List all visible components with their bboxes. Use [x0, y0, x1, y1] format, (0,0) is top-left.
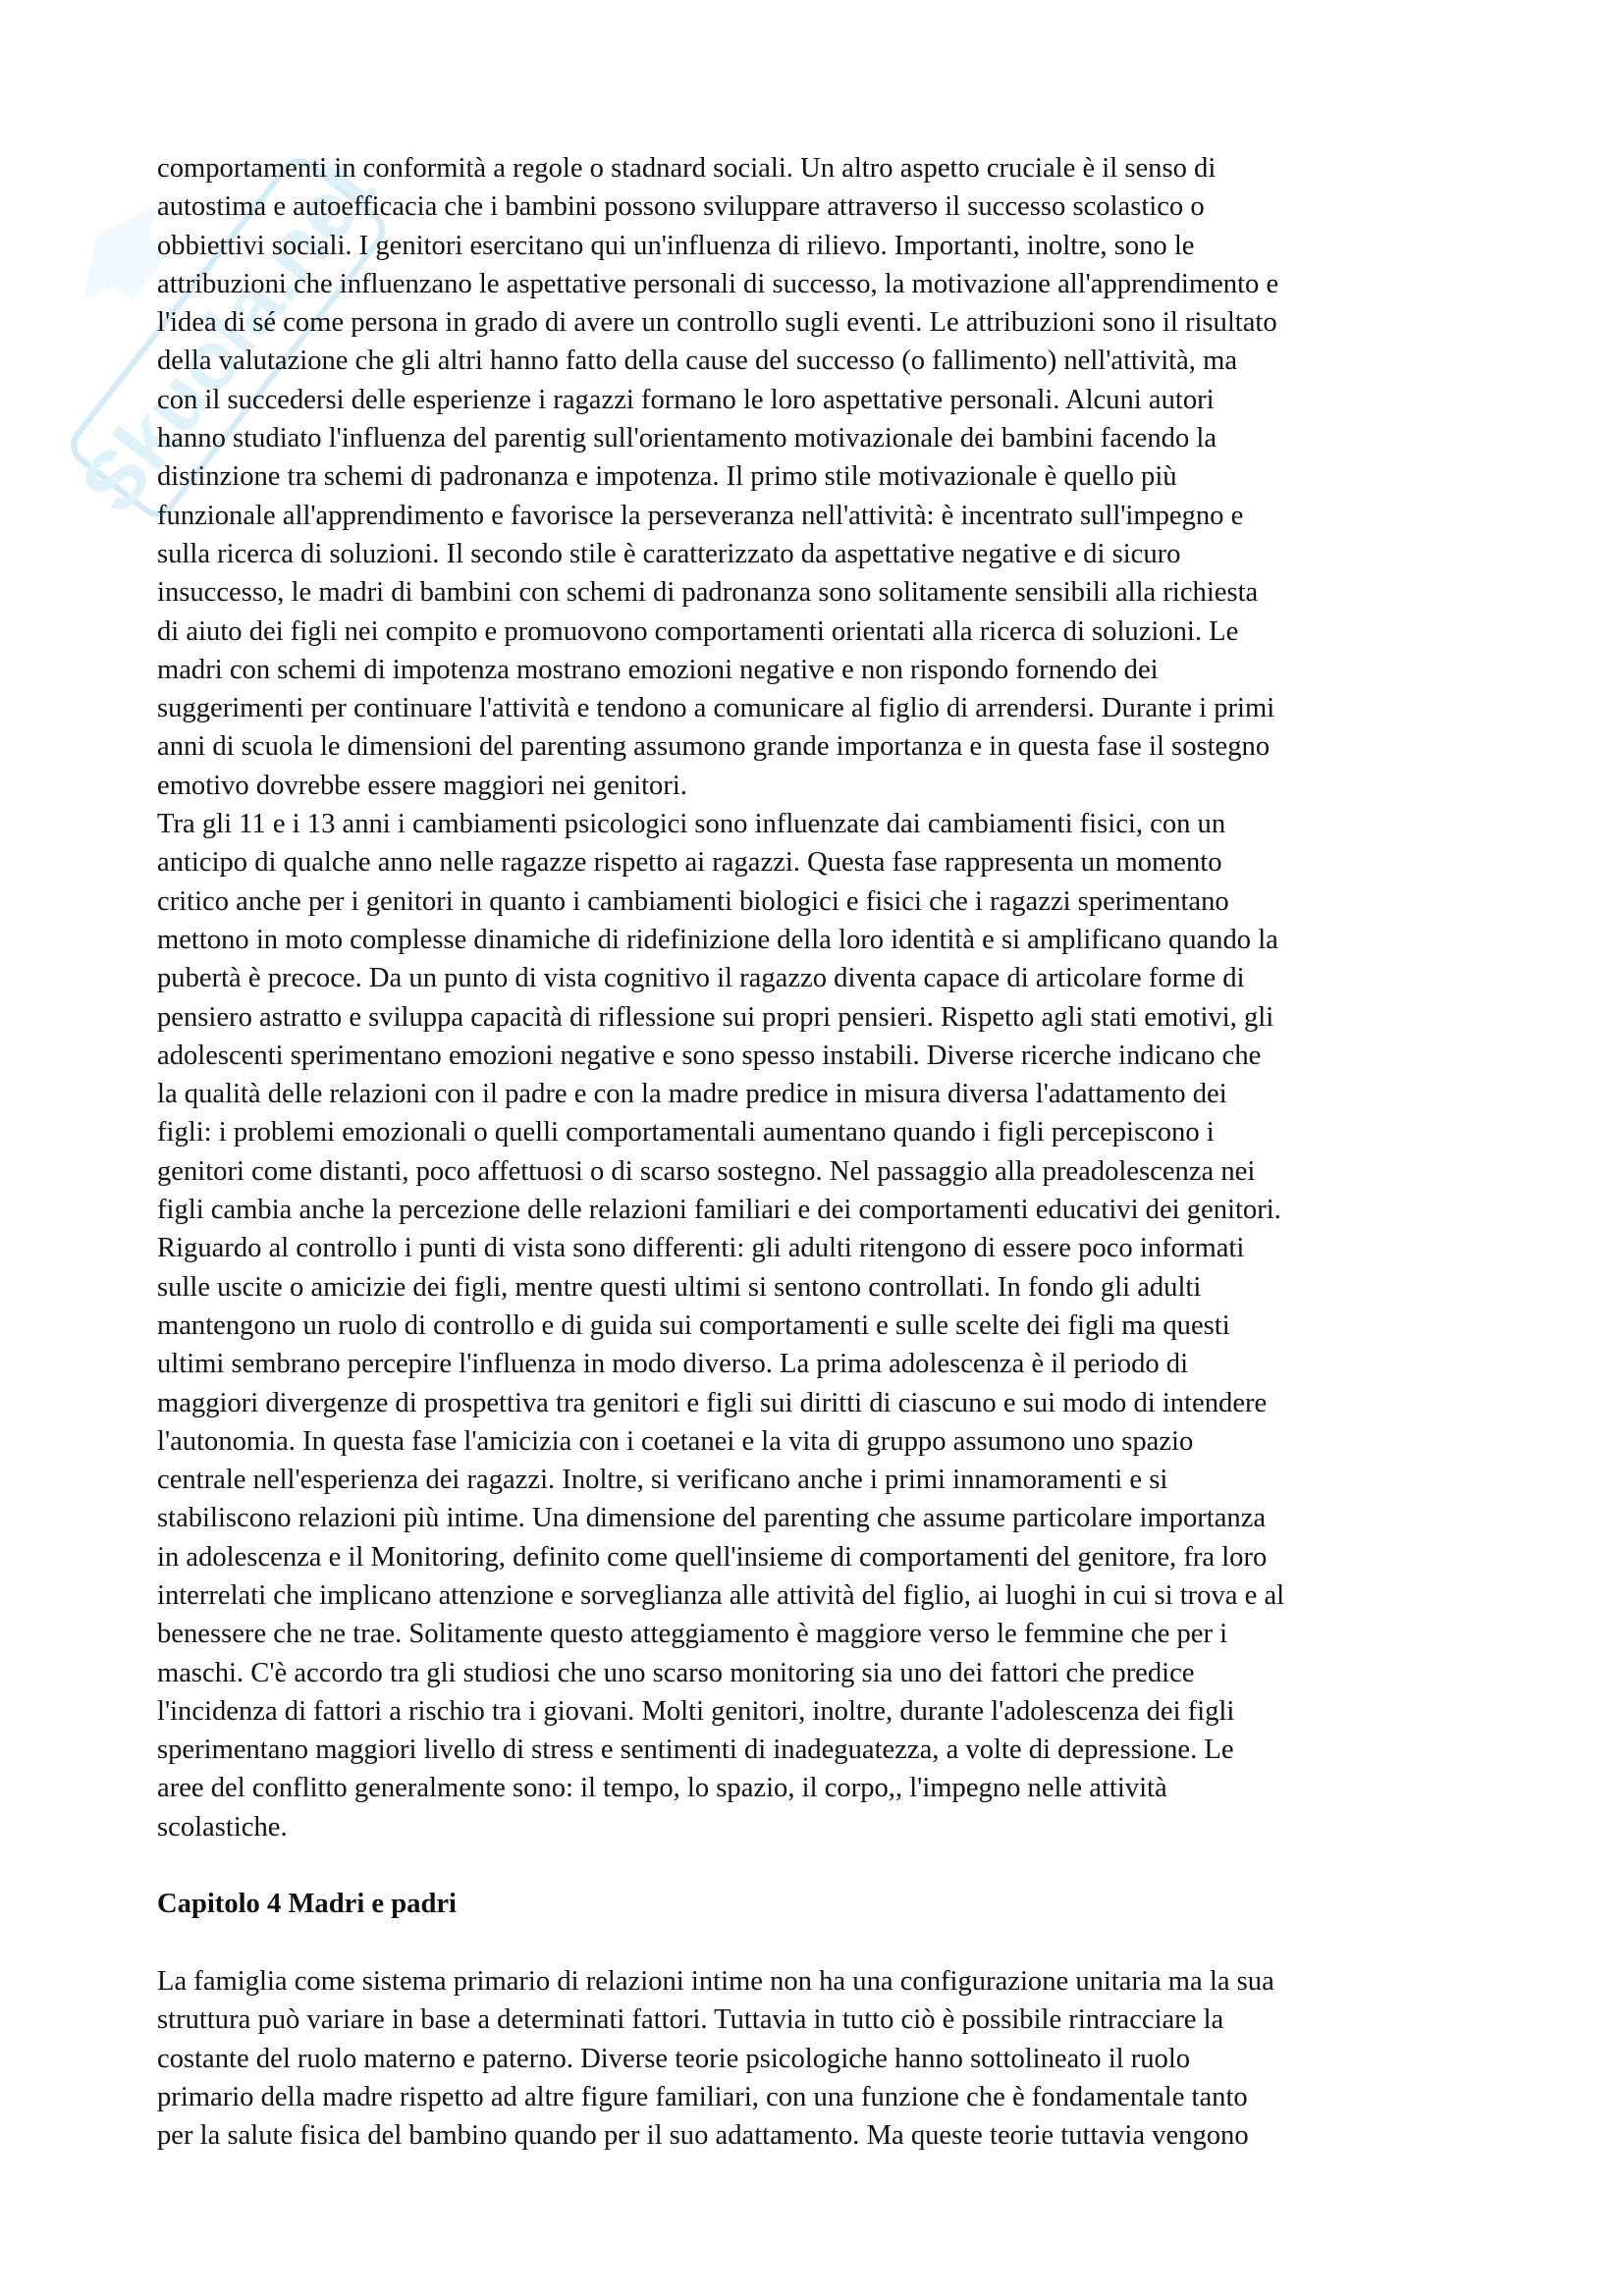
text-line: di aiuto dei figli nei compito e promuovono comportamenti orientati alla ricerca di soluzioni. Le	[157, 615, 1239, 647]
text-line: primario della madre rispetto ad altre figure familiari, con una funzione che è fondamentale tanto	[157, 2081, 1248, 2112]
paragraph-adolescence	[157, 805, 1478, 1846]
spacer	[157, 1846, 1478, 1885]
text-line: con il succedersi delle esperienze i ragazzi formano le loro aspettative personali. Alcuni autori	[157, 384, 1215, 415]
text-line: la qualità delle relazioni con il padre e con la madre predice in misura diversa l'adattamento dei	[157, 1079, 1227, 1110]
chapter-heading: Capitolo 4 Madri e padri	[157, 1889, 457, 1920]
text-line: mantengono un ruolo di controllo e di guida sui comportamenti e sulle scelte dei figli ma questi	[157, 1309, 1230, 1341]
text-line: figli cambia anche la percezione delle relazioni familiari e dei comportamenti educativi dei genitori.	[157, 1195, 1281, 1226]
text-line: figli: i problemi emozionali o quelli comportamentali aumentano quando i figli percepiscono i	[157, 1117, 1215, 1148]
paragraph-motivation	[157, 149, 1478, 805]
text-line: della valutazione che gli altri hanno fatto della cause del successo (o fallimento) nell'attività, ma	[157, 346, 1238, 377]
text-line: l'incidenza di fattori a rischio tra i giovani. Molti genitori, inoltre, durante l'adolescenza dei figli	[157, 1695, 1235, 1727]
text-line: l'idea di sé come persona in grado di avere un controllo sugli eventi. Le attribuzioni sono il risultato	[157, 307, 1277, 339]
text-line: genitori come distanti, poco affettuosi o di scarso sostegno. Nel passaggio alla preadolescenza nei	[157, 1155, 1256, 1187]
text-line: stabiliscono relazioni più intime. Una dimensione del parenting che assume particolare importanza	[157, 1503, 1267, 1534]
text-line: insuccesso, le madri di bambini con schemi di padronanza sono solitamente sensibili alla richiesta	[157, 577, 1259, 609]
text-line: benessere che ne trae. Solitamente questo atteggiamento è maggiore verso le femmine che per i	[157, 1619, 1228, 1650]
text-line: in adolescenza e il Monitoring, definito come quell'insieme di comportamenti del genitore, fra loro	[157, 1541, 1268, 1573]
text-line: adolescenti sperimentano emozioni negative e sono spesso instabili. Diverse ricerche indicano che	[157, 1040, 1262, 1071]
text-line: emotivo dovrebbe essere maggiori nei genitori.	[157, 770, 687, 801]
text-line: obbiettivi sociali. I genitori esercitano qui un'influenza di rilievo. Importanti, inoltre, sono le	[157, 230, 1195, 261]
text-line: sulla ricerca di soluzioni. Il secondo stile è caratterizzato da aspettative negative e di sicuro	[157, 538, 1181, 569]
text-line: hanno studiato l'influenza del parentig sull'orientamento motivazionale dei bambini facendo la	[157, 423, 1217, 454]
text-line: funzionale all'apprendimento e favorisce la perseveranza nell'attività: è incentrato sull'impegno e	[157, 500, 1244, 531]
text-line: aree del conflitto generalmente sono: il tempo, lo spazio, il corpo,, l'impegno nelle attività	[157, 1773, 1167, 1804]
text-line: mettono in moto complesse dinamiche di ridefinizione della loro identità e si amplificano quando la	[157, 924, 1278, 955]
watermark-text: Skuola.net	[62, 143, 393, 530]
text-line: scolastiche.	[157, 1811, 288, 1842]
text-line: interrelati che implicano attenzione e sorveglianza alle attività del figlio, ai luoghi in cui si trova e al	[157, 1579, 1285, 1611]
text-line: critico anche per i genitori in quanto i cambiamenti biologici e fisici che i ragazzi sperimentano	[157, 885, 1229, 917]
text-line: costante del ruolo materno e paterno. Diverse teorie psicologiche hanno sottolineato il ruolo	[157, 2043, 1191, 2074]
text-line: anticipo di qualche anno nelle ragazze rispetto ai ragazzi. Questa fase rappresenta un momento	[157, 847, 1222, 879]
text-line: maggiori divergenze di prospettiva tra genitori e figli sui diritti di ciascuno e sui modo di intendere	[157, 1387, 1268, 1418]
text-line: l'autonomia. In questa fase l'amicizia con i coetanei e la vita di gruppo assumono uno spazio	[157, 1425, 1194, 1457]
text-line: centrale nell'esperienza dei ragazzi. Inoltre, si verificano anche i primi innamoramenti e si	[157, 1465, 1168, 1496]
text-line: sperimentano maggiori livello di stress e sentimenti di inadeguatezza, a volte di depressione. Le	[157, 1735, 1234, 1766]
text-line: madri con schemi di impotenza mostrano emozioni negative e non rispondo fornendo dei	[157, 654, 1159, 685]
paragraph-family	[157, 1962, 1478, 2155]
text-line: per la salute fisica del bambino quando per il suo adattamento. Ma queste teorie tuttavia vengono	[157, 2120, 1249, 2152]
spacer	[157, 1924, 1478, 1962]
text-line: attribuzioni che influenzano le aspettative personali di successo, la motivazione all'apprendimento e	[157, 268, 1279, 299]
text-line: distinzione tra schemi di padronanza e impotenza. Il primo stile motivazionale è quello più	[157, 461, 1177, 493]
text-line: Riguardo al controllo i punti di vista sono differenti: gli adulti ritengono di essere poco informati	[157, 1233, 1245, 1264]
text-line: suggerimenti per continuare l'attività e tendono a comunicare al figlio di arrendersi. Durante i primi	[157, 693, 1275, 724]
text-line: La famiglia come sistema primario di relazioni intime non ha una configurazione unitaria ma la sua	[157, 1965, 1274, 1997]
text-line: maschi. C'è accordo tra gli studiosi che uno scarso monitoring sia uno dei fattori che predice	[157, 1657, 1195, 1688]
text-line: autostima e autoefficacia che i bambini possono sviluppare attraverso il successo scolastico o	[157, 191, 1205, 223]
document-body	[157, 149, 1478, 2155]
text-line: Tra gli 11 e i 13 anni i cambiamenti psicologici sono influenzate dai cambiamenti fisici, con un	[157, 809, 1226, 840]
text-line: comportamenti in conformità a regole o stadnard sociali. Un altro aspetto cruciale è il senso di	[157, 153, 1217, 184]
text-line: anni di scuola le dimensioni del parenting assumono grande importanza e in questa fase il sostegno	[157, 731, 1271, 763]
text-line: struttura può variare in base a determinati fattori. Tuttavia in tutto ciò è possibile rintracciare la	[157, 2004, 1224, 2036]
text-line: sulle uscite o amicizie dei figli, mentre questi ultimi si sentono controllati. In fondo gli adulti	[157, 1271, 1202, 1303]
text-line: pensiero astratto e sviluppa capacità di riflessione sui propri pensieri. Rispetto agli stati emotivi, gli	[157, 1001, 1274, 1033]
text-line: ultimi sembrano percepire l'influenza in modo diverso. La prima adolescenza è il periodo di	[157, 1349, 1189, 1380]
text-line: pubertà è precoce. Da un punto di vista cognitivo il ragazzo diventa capace di articolare forme di	[157, 963, 1245, 994]
